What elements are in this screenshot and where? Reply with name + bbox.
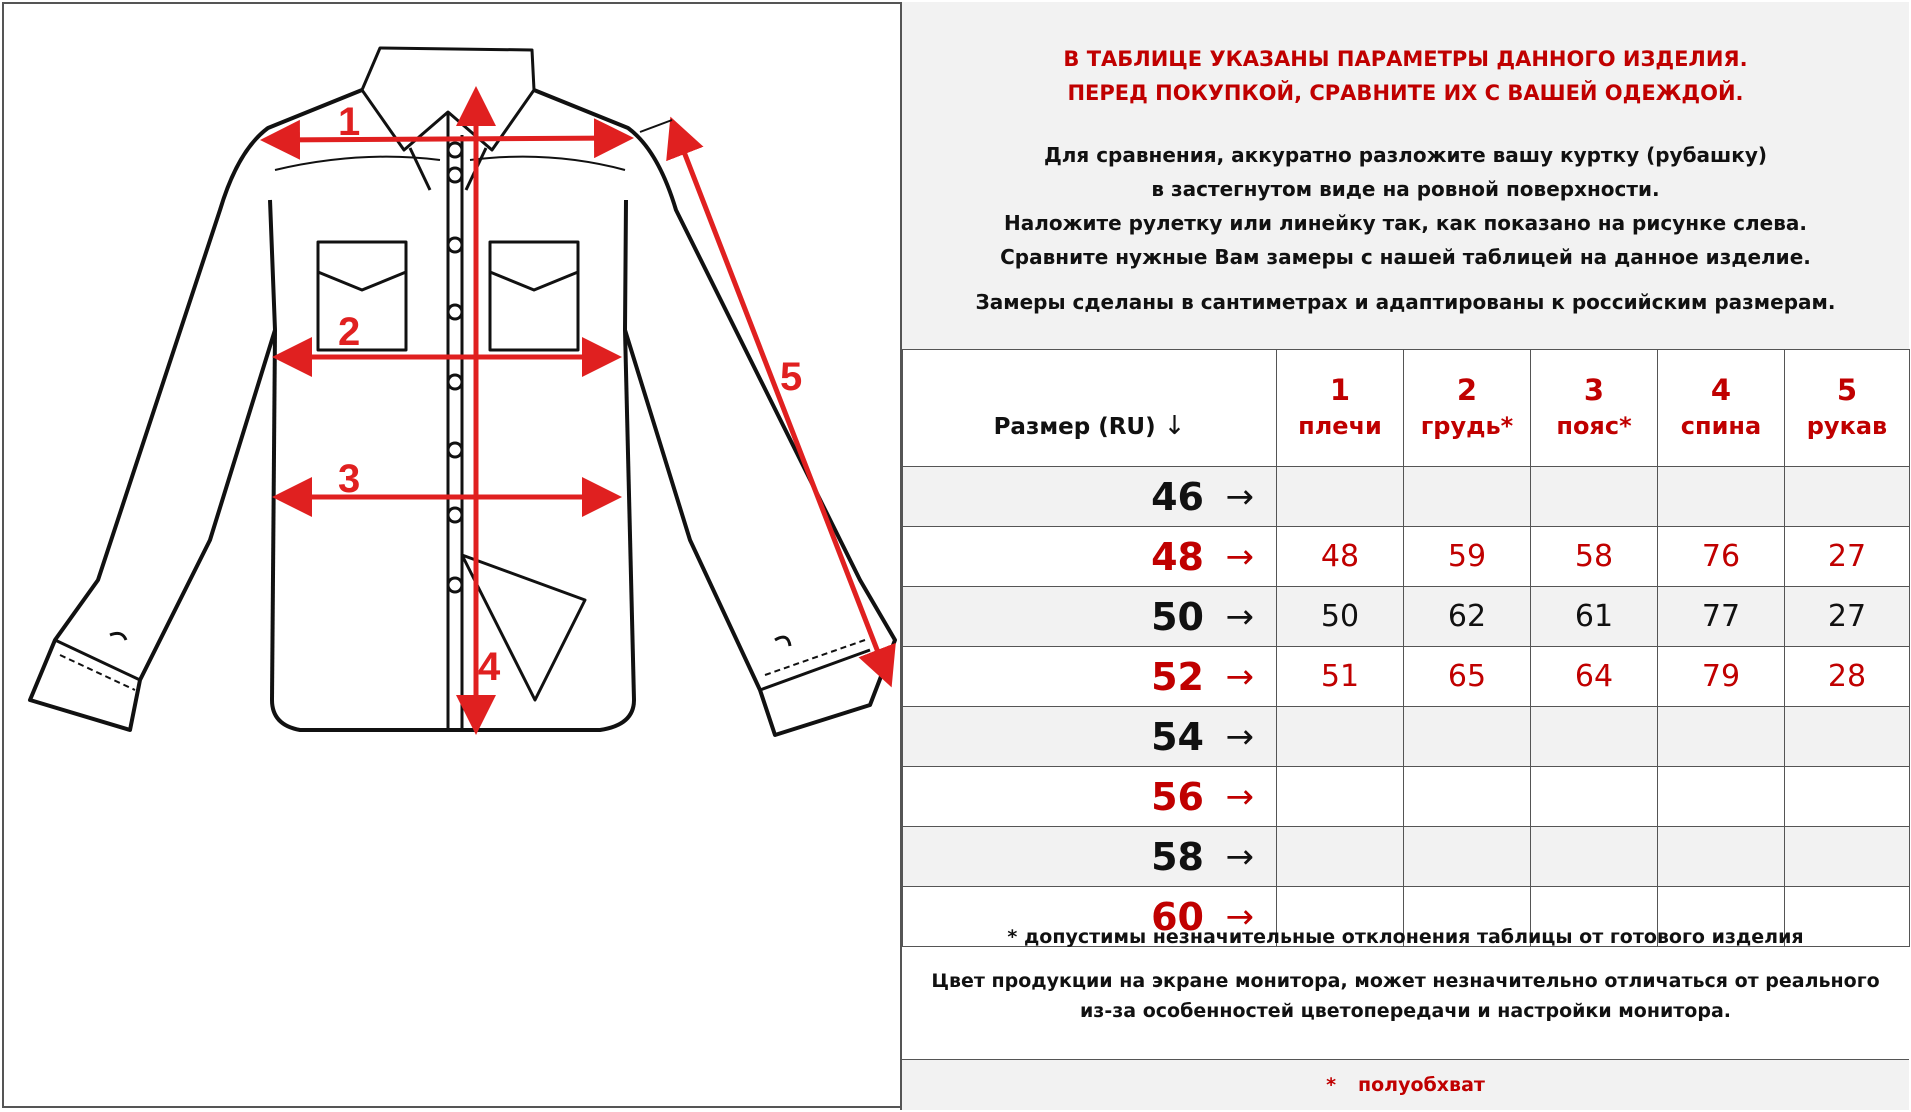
shirt-drawing (0, 0, 900, 1112)
table-header-row (903, 350, 1910, 467)
column-header-sleeve: 5 рукав (1785, 350, 1910, 467)
arrow-right-icon: → (1225, 896, 1254, 937)
table-row (903, 587, 1910, 647)
column-header-shoulders: 1 плечи (1277, 350, 1404, 467)
size-cell: 60 → (903, 887, 1277, 947)
color-note (902, 966, 1909, 1026)
measurement-cell: 62 (1404, 587, 1531, 647)
arrow-right-icon: → (1225, 596, 1254, 637)
table-row (903, 647, 1910, 707)
measurement-cell: 28 (1785, 647, 1910, 707)
column-header-back: 4 спина (1658, 350, 1785, 467)
size-cell: 50 → (903, 587, 1277, 647)
size-cell: 58 → (903, 827, 1277, 887)
arrow-right-icon: → (1225, 476, 1254, 517)
column-header-waist: 3 пояс* (1531, 350, 1658, 467)
measure-label-4: 4 (478, 645, 501, 689)
measurement-cell: 76 (1658, 527, 1785, 587)
size-cell: 48 → (903, 527, 1277, 587)
measurement-cell: 77 (1658, 587, 1785, 647)
size-cell: 56 → (903, 767, 1277, 827)
asterisk-icon: * (1326, 1074, 1336, 1096)
measurement-cell (1404, 827, 1531, 887)
measurement-cell (1404, 767, 1531, 827)
measurement-cell: 51 (1277, 647, 1404, 707)
button-icons (448, 143, 462, 592)
table-row (903, 767, 1910, 827)
measurement-cell: 64 (1531, 647, 1658, 707)
measurement-cell: 27 (1785, 587, 1910, 647)
measurement-cell: 65 (1404, 647, 1531, 707)
measure-label-3: 3 (338, 457, 361, 501)
instruction-line-3: Наложите рулетку или линейку так, как показано на рисунке слева. (1004, 211, 1807, 235)
measurement-cell (1658, 707, 1785, 767)
notes (902, 914, 1909, 1059)
measure-label-2: 2 (338, 310, 361, 354)
deviation-note: * допустимы незначительные отклонения таблицы от готового изделия (1007, 926, 1804, 948)
table-row (903, 827, 1910, 887)
measurement-arrows (270, 96, 888, 725)
measurement-cell (1404, 467, 1531, 527)
size-cell: 52 → (903, 647, 1277, 707)
measurement-cell (1277, 827, 1404, 887)
measurement-cell (1531, 467, 1658, 527)
color-note-line-1: Цвет продукции на экране монитора, может незначительно отличаться от реального (931, 970, 1880, 992)
measure-label-1: 1 (338, 100, 361, 144)
arrow-down-icon: ↓ (1163, 411, 1186, 441)
size-cell: 46 → (903, 467, 1277, 527)
instruction-text (902, 138, 1909, 274)
measurement-cell (1785, 707, 1910, 767)
units-note: Замеры сделаны в сантиметрах и адаптированы к российским размерам. (975, 290, 1836, 314)
measurement-cell (1658, 467, 1785, 527)
measurement-cell (1785, 827, 1910, 887)
size-cell: 54 → (903, 707, 1277, 767)
shirt-diagram (0, 0, 900, 1112)
warning-line-2: ПЕРЕД ПОКУПКОЙ, СРАВНИТЕ ИХ С ВАШЕЙ ОДЕЖДОЙ. (1067, 81, 1744, 105)
arrow-right-icon: → (1225, 536, 1254, 577)
measurement-cell: 79 (1658, 647, 1785, 707)
column-header-chest: 2 грудь* (1404, 350, 1531, 467)
table-row (903, 467, 1910, 527)
table-row (903, 707, 1910, 767)
measurement-cell: 58 (1531, 527, 1658, 587)
arrow-right-icon: → (1225, 716, 1254, 757)
size-table (902, 349, 1910, 947)
arrow-right-icon: → (1225, 776, 1254, 817)
measurement-cell (1785, 467, 1910, 527)
table-row (903, 527, 1910, 587)
measurement-cell (1785, 767, 1910, 827)
measurement-cell (1658, 827, 1785, 887)
warning-text (902, 42, 1909, 110)
measurement-cell (1531, 707, 1658, 767)
instructions (902, 2, 1909, 349)
instruction-line-1: Для сравнения, аккуратно разложите вашу куртку (рубашку) (1043, 143, 1768, 167)
measure-label-5: 5 (780, 355, 803, 399)
measurement-cell: 59 (1404, 527, 1531, 587)
arrow-right-icon: → (1225, 836, 1254, 877)
measurement-cell (1658, 767, 1785, 827)
footer-text: полуобхват (1358, 1074, 1485, 1096)
measurement-cell (1277, 707, 1404, 767)
warning-line-1: В ТАБЛИЦЕ УКАЗАНЫ ПАРАМЕТРЫ ДАННОГО ИЗДЕЛИЯ. (1063, 47, 1748, 71)
measurement-cell: 61 (1531, 587, 1658, 647)
measurement-cell (1277, 767, 1404, 827)
measurement-cell (1531, 767, 1658, 827)
measurement-cell (1277, 467, 1404, 527)
size-panel (900, 2, 1909, 1110)
measurement-cell: 27 (1785, 527, 1910, 587)
arrow-right-icon: → (1225, 656, 1254, 697)
measurement-cell (1531, 827, 1658, 887)
size-column-header: Размер (RU) ↓ (903, 350, 1277, 467)
measurement-cell: 50 (1277, 587, 1404, 647)
footer-legend (902, 1059, 1909, 1110)
instruction-line-4: Сравните нужные Вам замеры с нашей таблицей на данное изделие. (1000, 245, 1811, 269)
instruction-line-2: в застегнутом виде на ровной поверхности. (1151, 177, 1660, 201)
measurement-cell: 48 (1277, 527, 1404, 587)
measurement-cell (1404, 707, 1531, 767)
color-note-line-2: из-за особенностей цветопередачи и настройки монитора. (1079, 1000, 1731, 1022)
